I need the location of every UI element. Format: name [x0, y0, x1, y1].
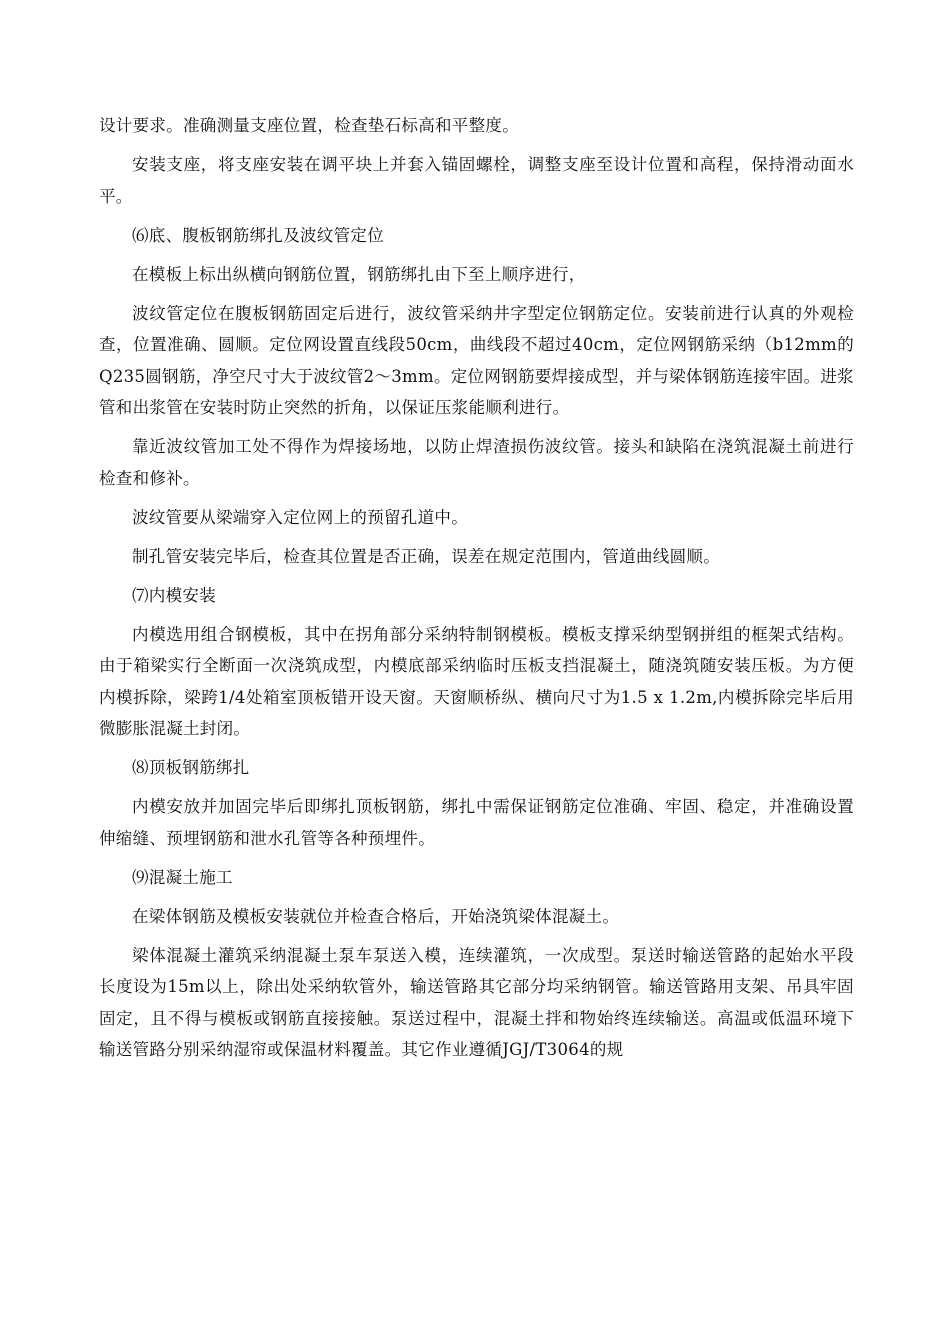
- paragraph-1: 设计要求。准确测量支座位置，检查垫石标高和平整度。: [99, 116, 519, 135]
- document-body: [99, 110, 854, 1073]
- paragraph-2: 安装支座，将支座安装在调平块上并套入锚固螺栓，调整支座至设计位置和高程，保持滑动面水平。: [99, 155, 854, 206]
- section-heading-8: ⑻顶板钢筋绑扎: [132, 758, 250, 777]
- section-heading-7: ⑺内模安装: [132, 585, 216, 605]
- paragraph-12: 内模安放并加固完毕后即绑扎顶板钢筋，绑扎中需保证钢筋定位准确、牢固、稳定，并准确设置伸缩缝、预埋钢筋和泄水孔管等各种预埋件。: [99, 797, 854, 848]
- paragraph-5: 波纹管定位在腹板钢筋固定后进行，波纹管采纳井字型定位钢筋定位。安装前进行认真的外观检查，位置准确、圆顺。定位网设置直线段50cm，曲线段不超过40cm，定位网钢筋采纳（b12mm的Q235圆钢筋，净空尺寸大于波纹管2〜3mm。定位网钢筋要焊接成型，并与梁体钢筋连接牢固。进浆管和出浆管在安装时防止突然的折角，以保证压浆能顺利进行。: [99, 303, 854, 417]
- paragraph-6: 靠近波纹管加工处不得作为焊接场地，以防止焊渣损伤波纹管。接头和缺陷在浇筑混凝土前进行检查和修补。: [99, 437, 854, 488]
- section-heading-6: ⑹底、腹板钢筋绑扎及波纹管定位: [132, 225, 384, 245]
- paragraph-7: 波纹管要从梁端穿入定位网上的预留孔道中。: [132, 507, 468, 527]
- paragraph-15: 梁体混凝土灌筑采纳混凝土泵车泵送入模，连续灌筑，一次成型。泵送时输送管路的起始水平段长度设为15m以上，除出处采纳软管外，输送管路其它部分均采纳钢管。输送管路用支架、吊具牢固固定，且不得与模板或钢筋直接接触。泵送过程中，混凝土拌和物始终连续输送。高温或低温环境下输送管路分别采纳湿帘或保温材料覆盖。其它作业遵循JGJ/T3064的规: [99, 945, 854, 1059]
- section-heading-9: ⑼混凝土施工: [132, 867, 233, 887]
- paragraph-4: 在模板上标出纵横向钢筋位置，钢筋绑扎由下至上顺序进行，: [132, 264, 586, 284]
- paragraph-14: 在梁体钢筋及模板安装就位并检查合格后，开始浇筑梁体混凝土。: [132, 906, 620, 926]
- paragraph-8: 制孔管安装完毕后，检查其位置是否正确，误差在规定范围内，管道曲线圆顺。: [132, 546, 720, 566]
- paragraph-10: 内模选用组合钢模板，其中在拐角部分采纳特制钢模板。模板支撑采纳型钢拼组的框架式结构。由于箱梁实行全断面一次浇筑成型，内模底部采纳临时压板支挡混凝土，随浇筑随安装压板。为方便内模拆除，梁跨1/4处箱室顶板错开设天窗。天窗顺桥纵、横向尺寸为1.5 x 1.2m,内模拆除完毕后用微膨胀混凝土封闭。: [99, 624, 854, 738]
